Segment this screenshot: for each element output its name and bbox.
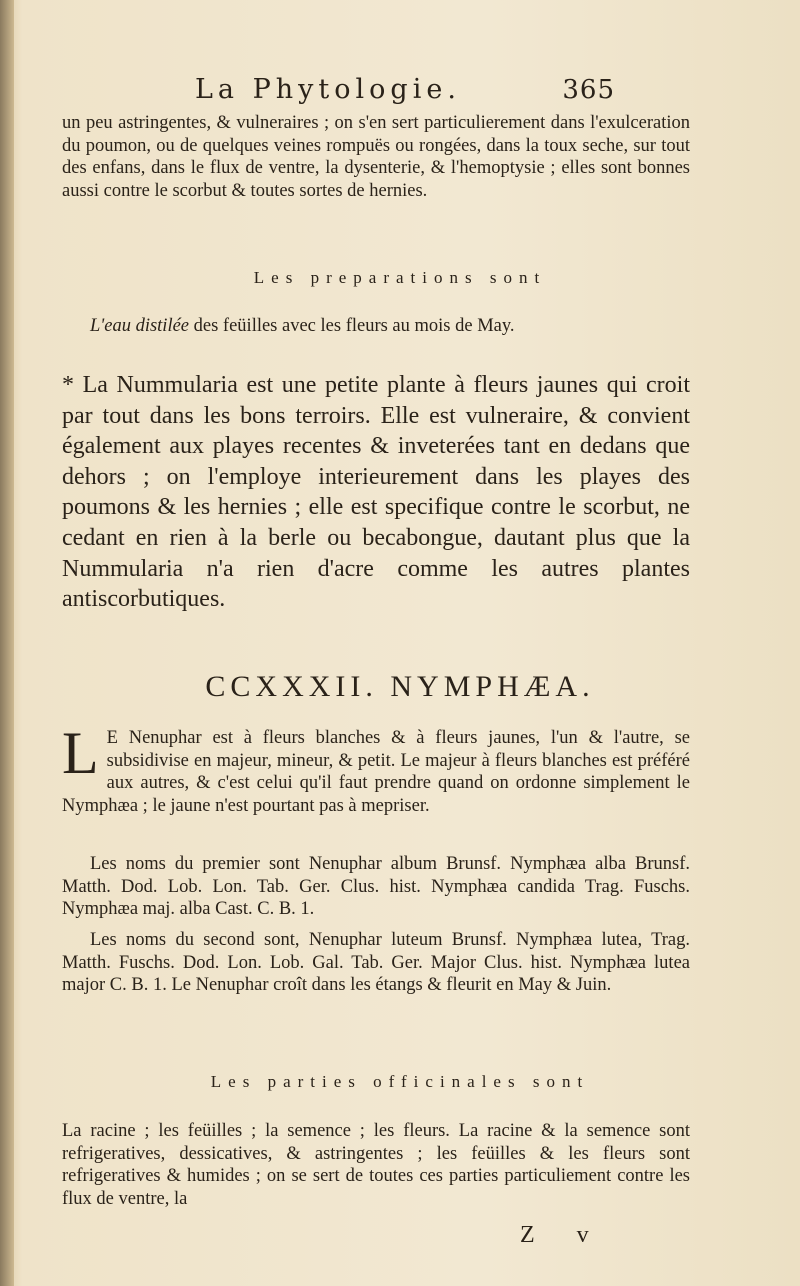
running-header (195, 74, 615, 105)
page-number: 365 (562, 75, 615, 105)
section-heading-preparations: Les preparations sont (253, 268, 547, 287)
preparation-text: des feüilles avec les fleurs au mois de May. (189, 316, 515, 336)
printer-signature: Z v (520, 1222, 607, 1248)
preparations-line (90, 315, 690, 338)
drop-cap: L (62, 720, 99, 786)
intro-text: E Nenuphar est à fleurs blanches & à fleurs jaunes, l'un & l'autre, se subsidivise en majeur, mineur, & petit. Le majeur à fleurs blanches est préféré aux autres, & c'est celui qu'il faut prendre quand on ordonne simplement le Nymphæa ; le jaune n'est pourtant pas à mepriser. (62, 728, 690, 816)
binding-gutter (0, 0, 14, 1286)
section-heading-parts: Les parties officinales sont (210, 1072, 590, 1091)
paragraph-parts: La racine ; les feüilles ; la semence ; les fleurs. La racine & la semence sont refrigeratives, dessicatives, & astringentes ; les feüilles & les fleurs sont refrigeratives & humides ; on se sert de toutes ces parties particuliement contre les flux de ventre, la (62, 1121, 690, 1209)
nymphaea-intro (62, 720, 690, 817)
names-second: Les noms du second sont, Nenuphar luteum Brunsf. Nymphæa lutea, Trag. Matth. Fuschs. Dod. Lon. Lob. Gal. Tab. Ger. Major Clus. hist. Nymphæa lutea major C. B. 1. Le Nenuphar croît dans les étangs & fleurit en May & Juin. (62, 930, 690, 996)
preparation-name: L'eau distilée (90, 316, 190, 336)
chapter-title: CCXXXII. NYMPHÆA. (205, 670, 595, 703)
running-title: La Phytologie. (195, 74, 461, 105)
names-first: Les noms du premier sont Nenuphar album Brunsf. Nymphæa alba Brunsf. Matth. Dod. Lob. Lon. Tab. Ger. Clus. hist. Nymphæa candida Trag. Fuschs. Nymphæa maj. alba Cast. C. B. 1. (62, 854, 690, 920)
nummularia-note: * La Nummularia est une petite plante à fleurs jaunes qui croit par tout dans les bons terroirs. Elle est vulneraire, & convient également aux playes recentes & inveterées tant en dedans que dehors ; on l'employe interieurement dans les playes des poumons & les hernies ; elle est specifique contre le scorbut, ne cedant en rien à la berle ou becabongue, dautant plus que la Nummularia n'a rien d'acre comme les autres plantes antiscorbutiques. (62, 372, 690, 613)
paragraph-astringent: un peu astringentes, & vulneraires ; on s'en sert particulierement dans l'exulceration du poumon, ou de quelques veines rompuës ou rongées, dans la toux seche, sur tout des enfans, dans le flux de ventre, la dysenterie, & l'hemoptysie ; elles sont bonnes aussi contre le scorbut & toutes sortes de hernies. (62, 113, 690, 201)
